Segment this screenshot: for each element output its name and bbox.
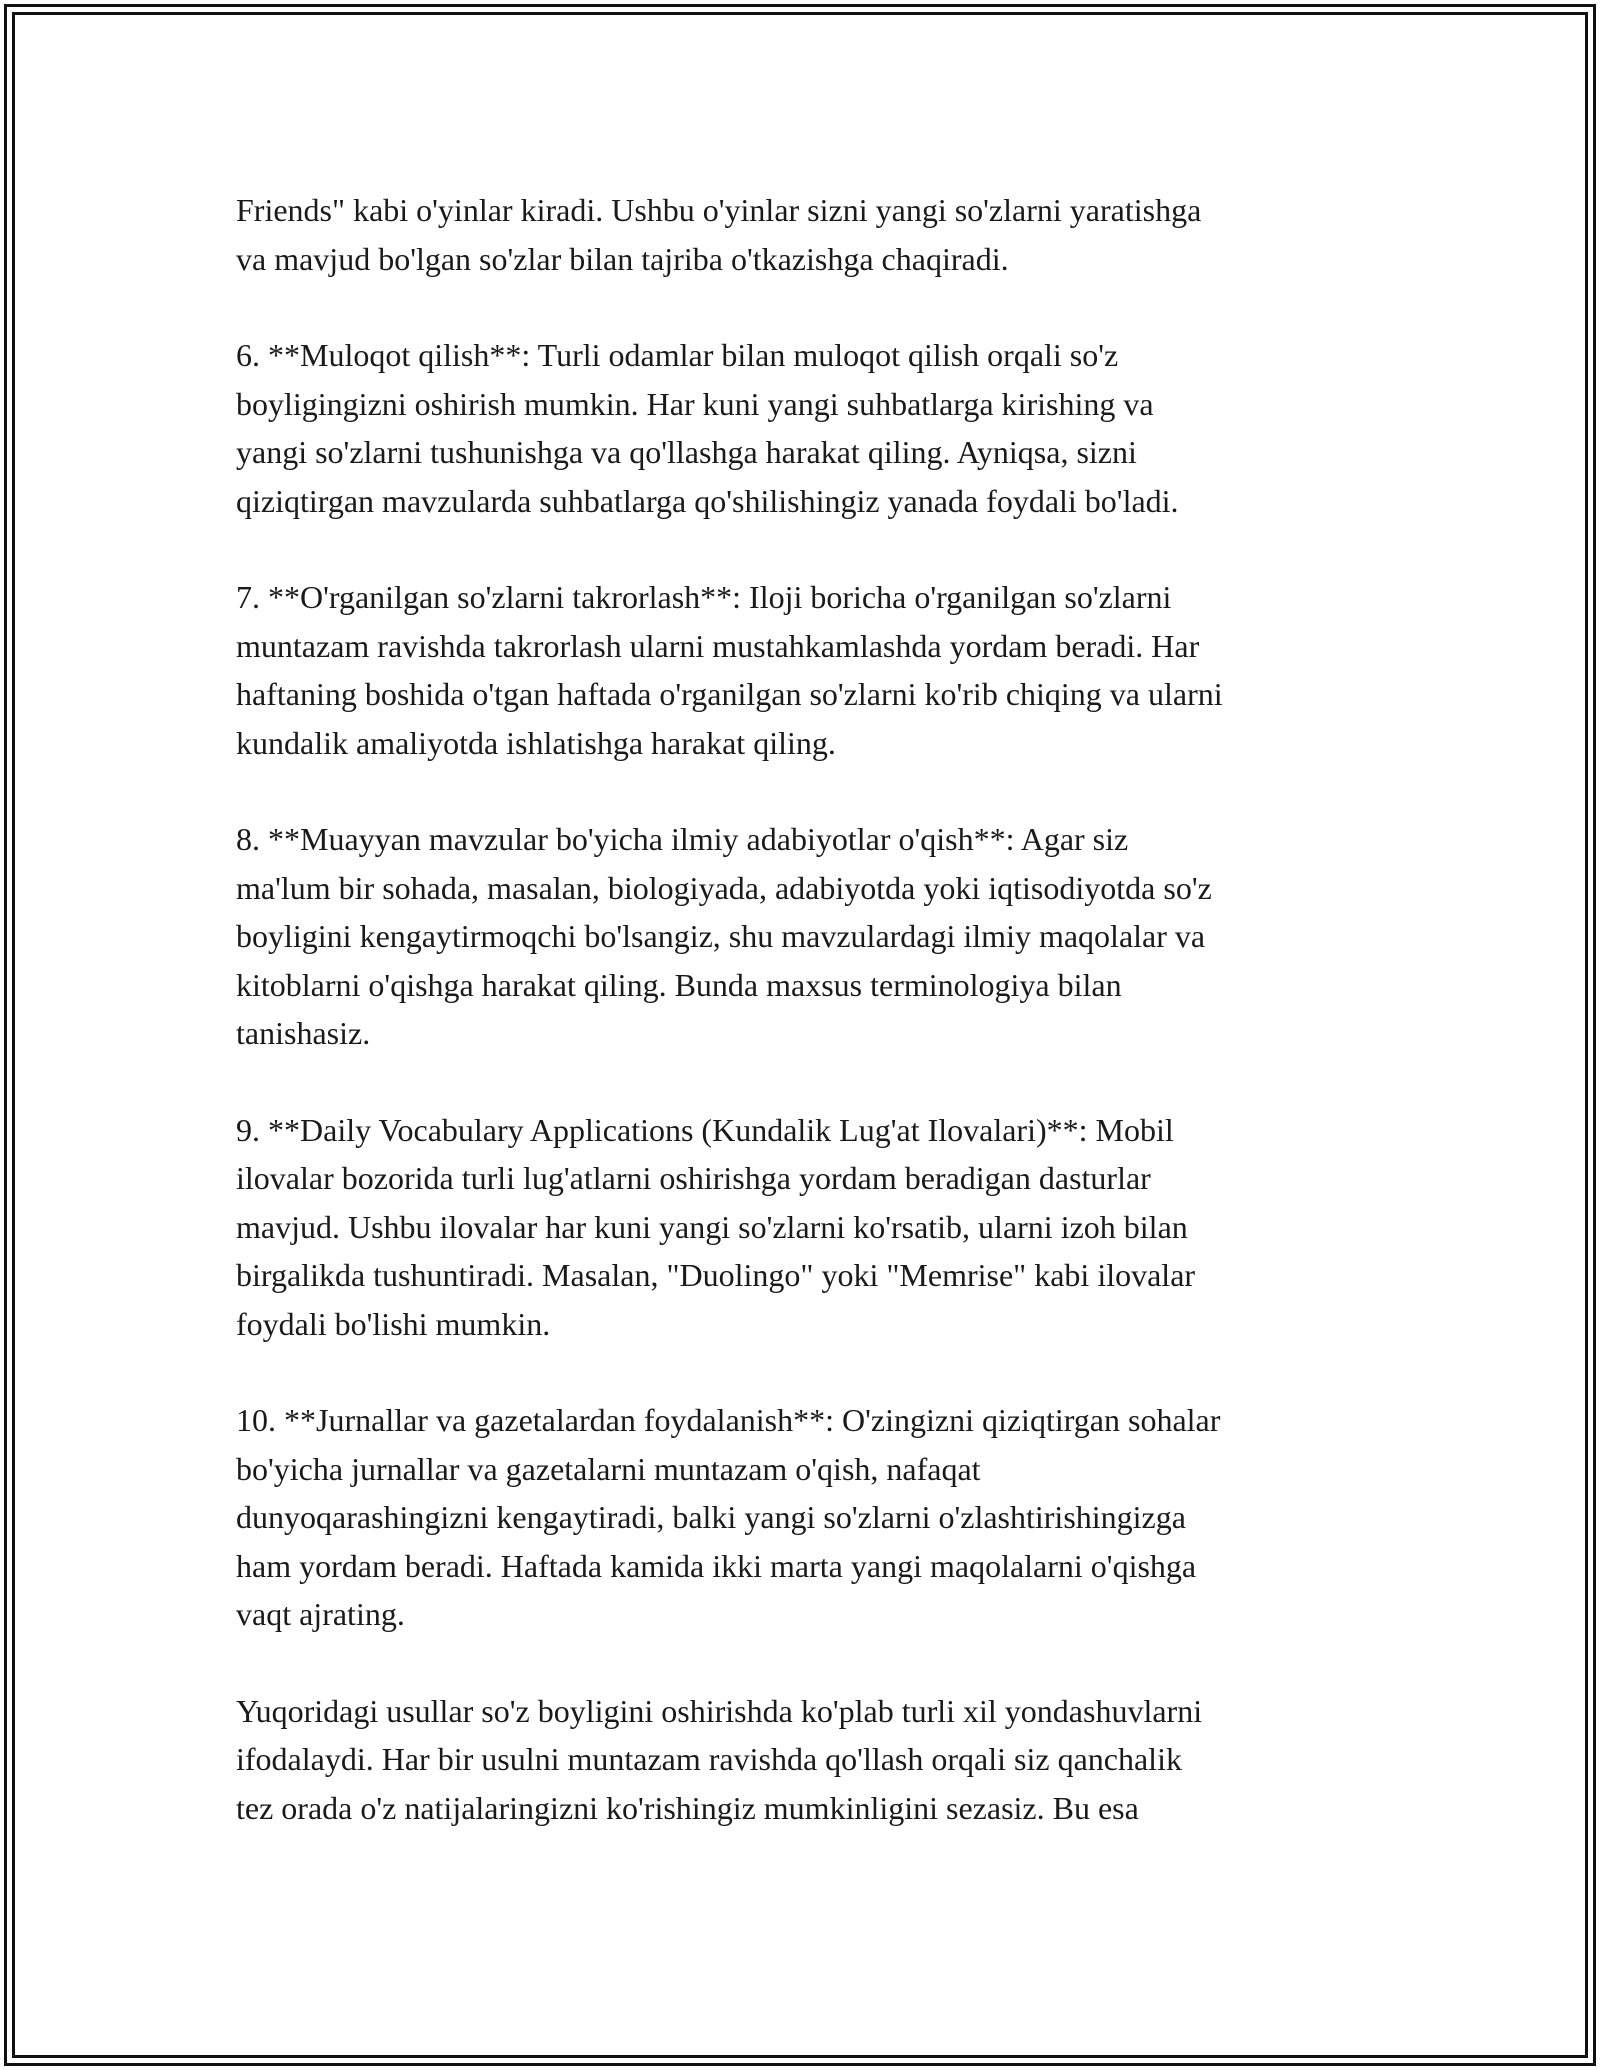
text-line: ifodalaydi. Har bir usulni muntazam ravishda qo'llash orqali siz qanchalik — [236, 1741, 1182, 1777]
text-line: va mavjud bo'lgan so'zlar bilan tajriba o'tkazishga chaqiradi. — [236, 240, 1009, 277]
paragraph — [236, 186, 1376, 283]
text-line: Friends" kabi o'yinlar kiradi. Ushbu o'yinlar sizni yangi so'zlarni yaratishga — [236, 192, 1202, 228]
text-line: kitoblarni o'qishga harakat qiling. Bunda maxsus terminologiya bilan — [236, 966, 1122, 1003]
paragraph — [236, 1396, 1376, 1639]
text-line: birgalikda tushuntiradi. Masalan, "Duolingo" yoki "Memrise" kabi ilovalar — [236, 1257, 1196, 1293]
text-line: ilovalar bozorida turli lug'atlarni oshirishga yordam beradigan dasturlar — [236, 1160, 1151, 1196]
text-line: foydali bo'lishi mumkin. — [236, 1305, 551, 1342]
paragraph — [236, 815, 1376, 1058]
text-line: muntazam ravishda takrorlash ularni mustahkamlashda yordam beradi. Har — [236, 627, 1200, 664]
text-line: 9. **Daily Vocabulary Applications (Kundalik Lug'at Ilovalari)**: Mobil — [236, 1111, 1174, 1148]
text-line: haftaning boshida o'tgan haftada o'rganilgan so'zlarni ko'rib chiqing va ularni — [236, 676, 1223, 712]
text-line: kundalik amaliyotda ishlatishga harakat qiling. — [236, 724, 836, 761]
paragraph — [236, 1106, 1376, 1349]
text-line: 8. **Muayyan mavzular bo'yicha ilmiy adabiyotlar o'qish**: Agar siz — [236, 821, 1129, 857]
text-line: boyligingizni oshirish mumkin. Har kuni yangi suhbatlarga kirishing va — [236, 385, 1154, 422]
text-line: yangi so'zlarni tushunishga va qo'llashga harakat qiling. Ayniqsa, sizni — [236, 434, 1137, 470]
paragraph — [236, 331, 1376, 525]
paragraph — [236, 573, 1376, 767]
text-line: dunyoqarashingizni kengaytiradi, balki yangi so'zlarni o'zlashtirishingizga — [236, 1499, 1186, 1535]
text-line: bo'yicha jurnallar va gazetalarni muntazam o'qish, nafaqat — [236, 1450, 981, 1487]
text-line: vaqt ajrating. — [236, 1596, 405, 1632]
text-line: 6. **Muloqot qilish**: Turli odamlar bilan muloqot qilish orqali so'z — [236, 337, 1119, 373]
text-line: qiziqtirgan mavzularda suhbatlarga qo'shilishingiz yanada foydali bo'ladi. — [236, 482, 1179, 519]
text-line: ma'lum bir sohada, masalan, biologiyada, adabiyotda yoki iqtisodiyotda so'z — [236, 869, 1212, 906]
text-line: 10. **Jurnallar va gazetalardan foydalanish**: O'zingizni qiziqtirgan sohalar — [236, 1402, 1221, 1438]
paragraph — [236, 1687, 1376, 1833]
text-line: tez orada o'z natijalaringizni ko'rishingiz mumkinligini sezasiz. Bu esa — [236, 1789, 1139, 1826]
text-line: boyligini kengaytirmoqchi bo'lsangiz, shu mavzulardagi ilmiy maqolalar va — [236, 918, 1206, 954]
text-line: tanishasiz. — [236, 1015, 371, 1051]
text-line: 7. **O'rganilgan so'zlarni takrorlash**: Iloji boricha o'rganilgan so'zlarni — [236, 579, 1172, 615]
text-line: Yuqoridagi usullar so'z boyligini oshirishda ko'plab turli xil yondashuvlarni — [236, 1692, 1203, 1729]
text-line: mavjud. Ushbu ilovalar har kuni yangi so'zlarni ko'rsatib, ularni izoh bilan — [236, 1208, 1188, 1245]
text-line: ham yordam beradi. Haftada kamida ikki marta yangi maqolalarni o'qishga — [236, 1547, 1197, 1584]
document-body — [236, 186, 1376, 1880]
